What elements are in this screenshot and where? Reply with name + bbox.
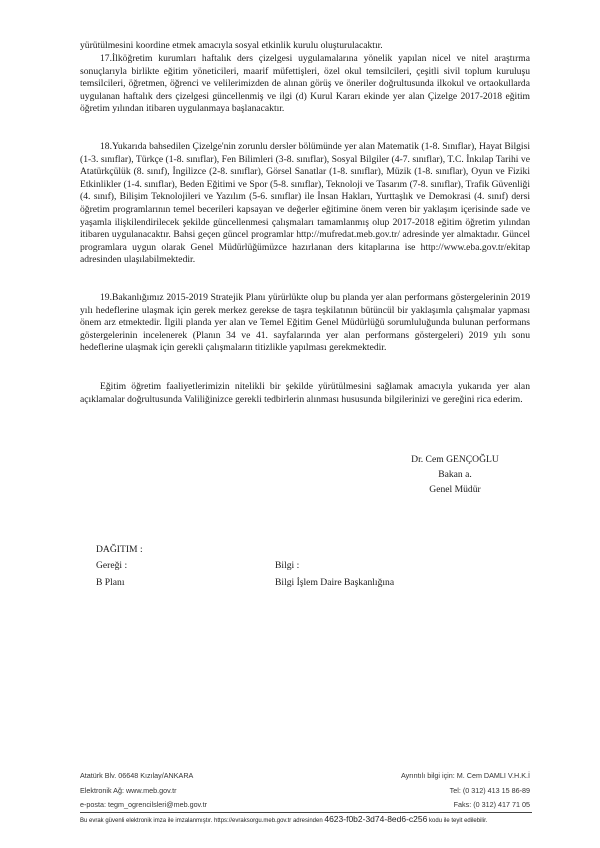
paragraph-19: 19.Bakanlığımız 2015-2019 Stratejik Planı yürürlükte olup bu planda yer alan performans göstergelerinin 2019 yılı hedeflerine ulaşmak için gerek merkez gerekse de taşra teşkilatının bütüncül bir yaklaşımla çalışmalar yapması önem arz etmektedir. İlgili planda yer alan ve Temel Eğitim Genel Müdürlüğü sorumluluğunda bulunan performans göstergelerinin incelenerek (Planın 34 ve 41. sayfalarında yer alan performans göstergeleri) 2019 yılı sonu hedeflerine ulaşmak için gerekli çalışmaların titizlikle yapılması gerekmektedir. [80, 292, 530, 354]
footer-web: Elektronik Ağ: www.meb.gov.tr [80, 786, 177, 795]
signer-title: Bakan a. [438, 469, 472, 480]
footer-email: e-posta: tegm_ogrencilsleri@meb.gov.tr [80, 800, 208, 809]
signer-name: Dr. Cem GENÇOĞLU [411, 454, 499, 465]
signer-position: Genel Müdür [429, 484, 481, 495]
footer-address: Atatürk Blv. 06648 Kızılay/ANKARA [80, 771, 194, 780]
distribution-bilgi-label: Bilgi : [275, 560, 300, 571]
distribution-heading: DAĞITIM : [96, 544, 143, 555]
signature-block [380, 452, 530, 497]
verification-suffix: kodu ile teyit edilebilir. [429, 818, 488, 824]
footer-divider [80, 812, 532, 813]
verification-code: 4623-f0b2-3d74-8ed6-c256 [324, 814, 428, 824]
intro-paragraph: yürütülmesini koordine etmek amacıyla sosyal etkinlik kurulu oluşturulacaktır. [80, 40, 383, 51]
footer-contact: Ayrıntılı bilgi için: M. Cem DAMLI V.H.K.İ [400, 771, 530, 780]
distribution-bilgi-value: Bilgi İşlem Daire Başkanlığına [275, 577, 395, 588]
distribution-gereg-value: B Planı [96, 577, 125, 588]
verification-line [80, 814, 532, 824]
paragraph-17: 17.İlköğretim kurumları haftalık ders çizelgesi uygulamalarına yönelik yapılan nicel ve nitel araştırma sonuçlarıyla birlikte eğitim yöneticileri, maarif müfettişleri, özel okul temsilcileri, çeşitli sivil toplum kuruluşu temsilcileri, öğretmen, öğrenci ve velilerimizden de alınan görüş ve öneriler doğrultusunda ilkokul ve ortaokullarda uygulanan haftalık ders çizelgesi güncellenmiş ve ilgi (d) Kurul Kararı ekinde yer alan Çizelge 2017-2018 eğitim öğretim yılından itibaren uygulanmaya başlanacaktır. [80, 53, 530, 115]
footer-tel: Tel: (0 312) 413 15 86-89 [449, 786, 530, 795]
footer-fax: Faks: (0 312) 417 71 05 [453, 800, 530, 809]
verification-prefix: Bu evrak güvenli elektronik imza ile imzalanmıştır. https://evraksorgu.meb.gov.tr adresinden [80, 818, 323, 824]
closing-paragraph: Eğitim öğretim faaliyetlerimizin nitelikli bir şekilde yürütülmesini sağlamak amacıyla yukarıda yer alan açıklamalar doğrultusunda Valiliğinizce gerekli tedbirlerin alınması hususunda bilgilerinizi ve gereğini rica ederim. [80, 381, 530, 405]
paragraph-18: 18.Yukarıda bahsedilen Çizelge'nin zorunlu dersler bölümünde yer alan Matematik (1-8. Sınıflar), Hayat Bilgisi (1-3. sınıflar), Türkçe (1-8. sınıflar), Fen Bilimleri (3-8. sınıflar), Sosyal Bilgiler (4-7. sınıflar), T.C. İnkılap Tarihi ve Atatürkçülük (8. sınıf), İngilizce (2-8. sınıflar), Görsel Sanatlar (1-8. sınıflar), Müzik (1-8. sınıflar), Oyun ve Fiziki Etkinlikler (1-4. sınıflar), Beden Eğitimi ve Spor (5-8. sınıflar), Teknoloji ve Tasarım (7-8. sınıflar), Trafik Güvenliği (4. sınıf), Bilişim Teknolojileri ve Yazılım (5-6. sınıflar) ile İnsan Hakları, Yurttaşlık ve Demokrasi (4. sınıf) dersi öğretim programlarının temel becerileri kapsayan ve değerler eğitimine önem veren bir yaklaşım içerisinde sade ve yaşamla ilişkilendirilecek şekilde güncellenmesi çalışmaları tamamlanmış olup 2017-2018 eğitim öğretim yılından itibaren uygulanacaktır. Bahsi geçen güncel programlar http://mufredat.meb.gov.tr/ adresinde yer almaktadır. Güncel programlara uygun olarak Genel Müdürlüğümüzce hazırlanan ders kitaplarına ise http://www.eba.gov.tr/ekitap adresinden ulaşılabilmektedir. [80, 141, 530, 266]
distribution-gereg-label: Gereği : [96, 560, 128, 571]
